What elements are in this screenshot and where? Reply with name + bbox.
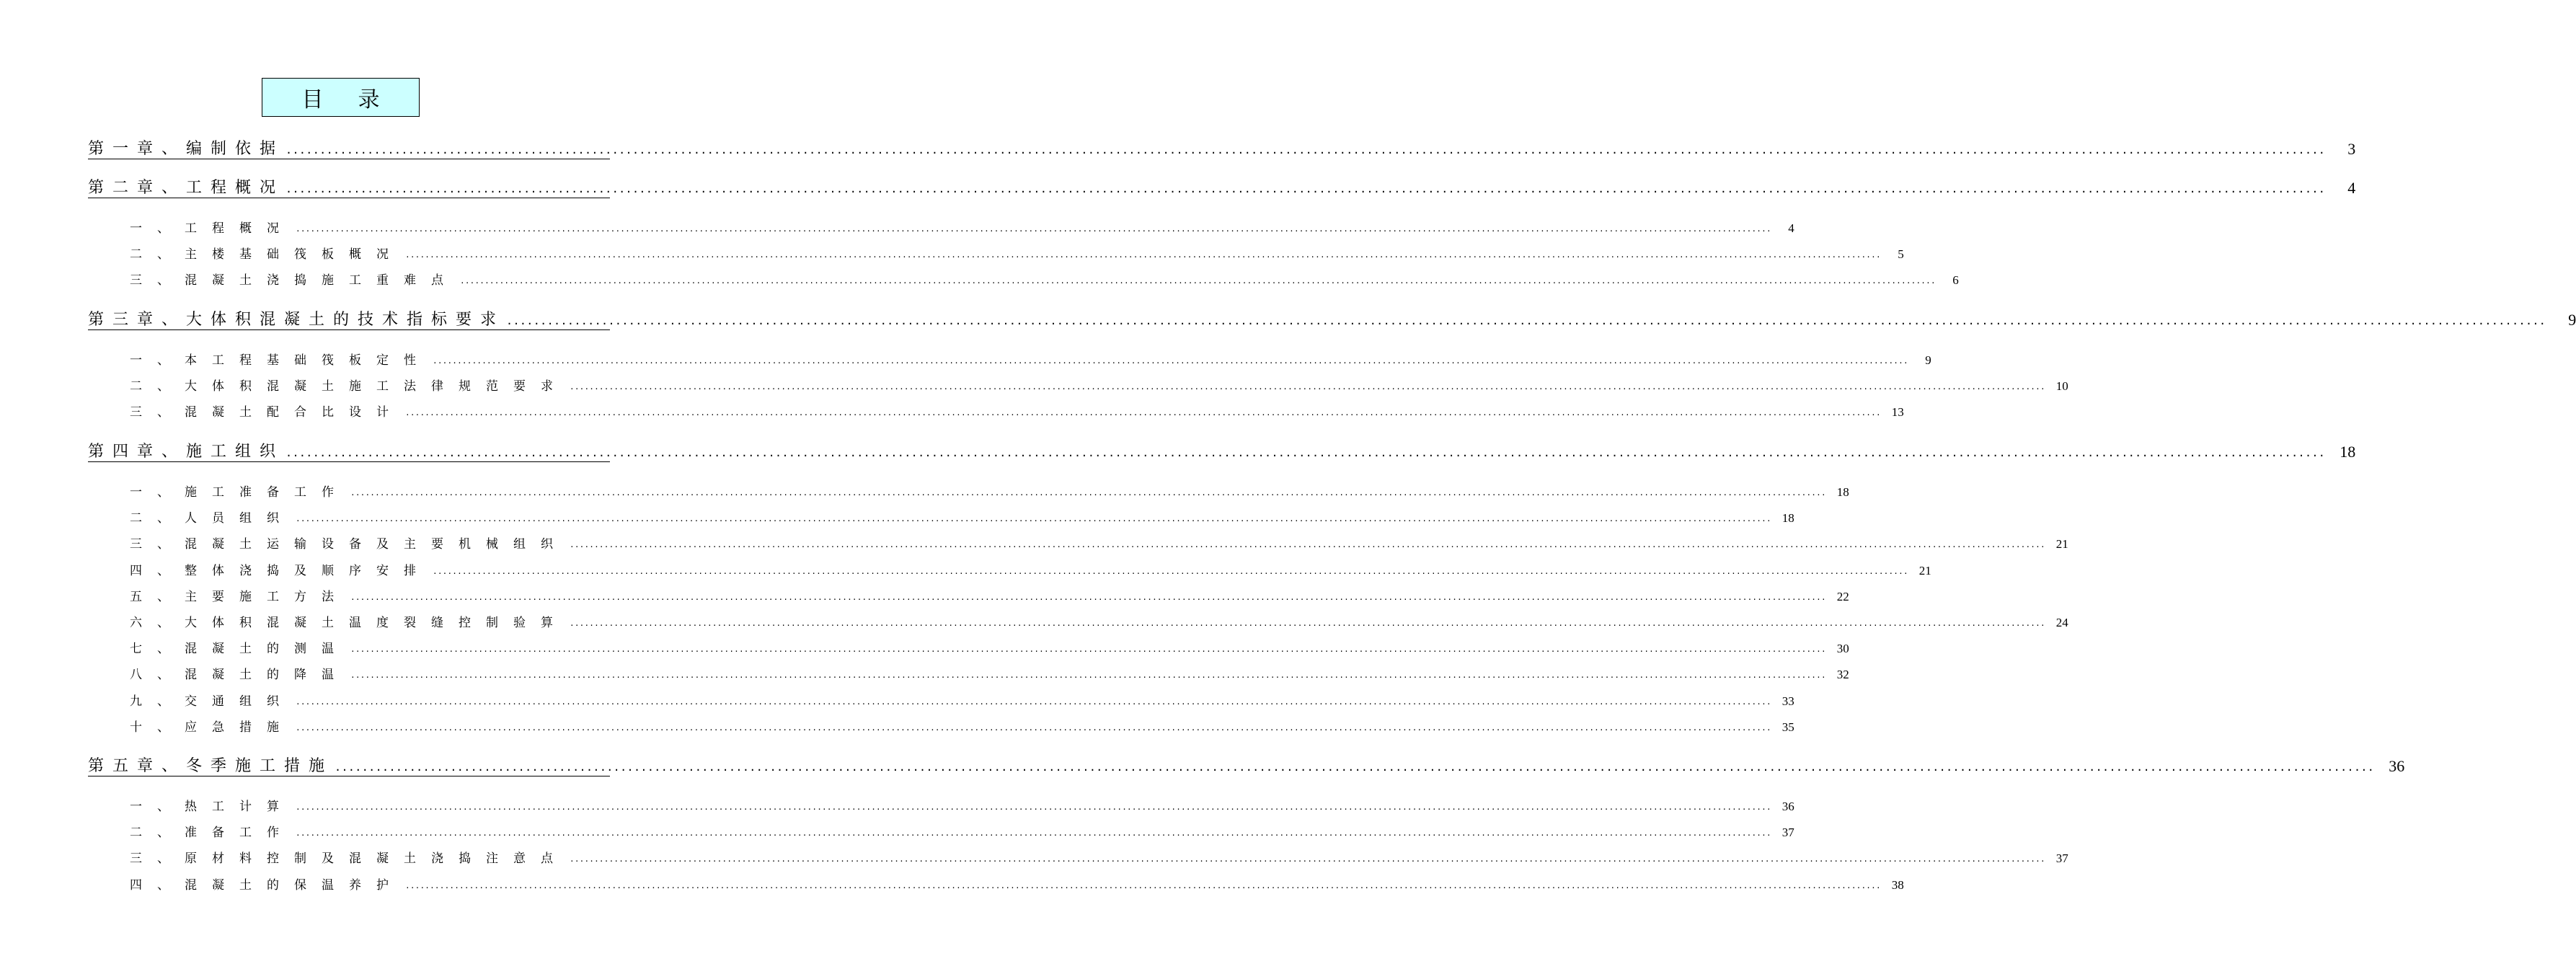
- toc-section-row[interactable]: [130, 797, 1794, 814]
- toc-dot-leader: ............................................................................................................................................................................................................................................................................................................: [405, 408, 1881, 418]
- toc-section-page-number: 10: [2055, 379, 2068, 394]
- toc-section-page-number: 21: [1918, 563, 1931, 578]
- toc-section-row[interactable]: [130, 665, 1849, 683]
- toc-section-label: 六、大体积混凝土温度裂缝控制验算: [130, 616, 568, 630]
- toc-chapter-row[interactable]: [88, 751, 2405, 776]
- toc-chapter-label: 第五章、冬季施工措施: [88, 757, 334, 775]
- toc-section-row[interactable]: [130, 561, 1931, 578]
- toc-section-row[interactable]: [130, 270, 1959, 288]
- toc-section-label: 三、原材料控制及混凝土浇捣注意点: [130, 851, 568, 867]
- toc-section-page-number: 22: [1836, 589, 1849, 603]
- toc-section-label: 三、混凝土运输设备及主要机械组织: [130, 537, 568, 552]
- toc-section-page-number: 33: [1781, 694, 1794, 708]
- toc-section-label: 三、混凝土配合比设计: [130, 405, 404, 420]
- toc-chapter-page-number: 18: [2340, 443, 2356, 461]
- toc-section-label: 二、大体积混凝土施工法律规范要求: [130, 379, 568, 394]
- toc-section-row[interactable]: [130, 376, 2068, 394]
- toc-section-label: 二、人员组织: [130, 511, 294, 526]
- toc-dot-leader: ............................................................................................................................................................................................................................................................................................................: [296, 722, 1771, 733]
- toc-dot-leader: ............................................................................................................................................................................................................................................................................................................: [296, 802, 1771, 812]
- toc-section-label: 五、主要施工方法: [130, 589, 349, 604]
- toc-section-label: 十、应急措施: [130, 720, 294, 735]
- toc-section-label: 三、混凝土浇捣施工重难点: [130, 273, 459, 288]
- toc-dot-leader: ............................................................................................................................................................................................................................................................................................................: [350, 592, 1826, 602]
- toc-chapter-page-number: 9: [2568, 311, 2576, 329]
- toc-dot-leader: ............................................................................................................................................................................................................................................................................................................: [570, 854, 2045, 864]
- toc-section-label: 七、混凝土的测温: [130, 642, 349, 657]
- toc-section-row[interactable]: [130, 244, 1904, 262]
- toc-section-row[interactable]: [130, 849, 2068, 867]
- toc-section-row[interactable]: [130, 823, 1794, 841]
- toc-section-page-number: 18: [1836, 485, 1849, 499]
- toc-chapter-label: 第三章、大体积混凝土的技术指标要求: [88, 311, 505, 329]
- toc-section-page-number: 21: [2055, 537, 2068, 552]
- toc-chapter-row[interactable]: [88, 173, 2356, 198]
- toc-section-row[interactable]: [130, 691, 1794, 709]
- toc-section-row[interactable]: [130, 402, 1904, 420]
- toc-section-row[interactable]: [130, 534, 2068, 552]
- toc-section-page-number: 30: [1836, 642, 1849, 656]
- toc-chapter-page-number: 3: [2347, 140, 2356, 158]
- toc-section-label: 一、热工计算: [130, 800, 294, 814]
- toc-dot-leader: ............................................................................................................................................................................................................................................................................................................: [286, 143, 2326, 156]
- toc-section-label: 九、交通组织: [130, 694, 294, 709]
- toc-chapter-row[interactable]: [88, 437, 2356, 462]
- toc-dot-leader: ............................................................................................................................................................................................................................................................................................................: [570, 540, 2045, 550]
- toc-section-row[interactable]: [130, 350, 1931, 368]
- toc-section-page-number: 9: [1925, 353, 1931, 367]
- toc-section-page-number: 18: [1781, 511, 1794, 526]
- toc-dot-leader: ............................................................................................................................................................................................................................................................................................................: [296, 224, 1771, 234]
- toc-dot-leader: ............................................................................................................................................................................................................................................................................................................: [405, 250, 1881, 260]
- toc-chapter-label: 第二章、工程概况: [88, 179, 285, 197]
- toc-section-row[interactable]: [130, 482, 1849, 500]
- toc-dot-leader: ............................................................................................................................................................................................................................................................................................................: [433, 566, 1908, 576]
- toc-section-label: 一、工程概况: [130, 221, 294, 236]
- toc-title: 目录: [262, 78, 420, 117]
- toc-chapter-page-number: 36: [2389, 757, 2405, 775]
- toc-section-page-number: 5: [1898, 247, 1904, 262]
- toc-section-label: 八、混凝土的降温: [130, 668, 349, 683]
- toc-section-page-number: 24: [2055, 616, 2068, 629]
- toc-section-row[interactable]: [130, 639, 1849, 657]
- toc-section-page-number: 36: [1781, 800, 1794, 813]
- toc-section-row[interactable]: [130, 508, 1794, 526]
- toc-dot-leader: ............................................................................................................................................................................................................................................................................................................: [350, 671, 1826, 681]
- toc-chapter-row[interactable]: [88, 134, 2356, 159]
- toc-dot-leader: ............................................................................................................................................................................................................................................................................................................: [335, 761, 2375, 774]
- toc-dot-leader: ............................................................................................................................................................................................................................................................................................................: [296, 828, 1771, 839]
- toc-dot-leader: ............................................................................................................................................................................................................................................................................................................: [570, 382, 2045, 392]
- toc-section-page-number: 37: [2055, 851, 2068, 866]
- toc-section-row[interactable]: [130, 587, 1849, 604]
- toc-chapter-label: 第一章、编制依据: [88, 140, 285, 158]
- toc-section-row[interactable]: [130, 613, 2068, 630]
- toc-section-label: 二、准备工作: [130, 826, 294, 841]
- toc-section-page-number: 4: [1788, 221, 1794, 235]
- toc-section-label: 四、整体浇捣及顺序安排: [130, 563, 431, 578]
- toc-section-row[interactable]: [130, 875, 1904, 893]
- toc-dot-leader: ............................................................................................................................................................................................................................................................................................................: [350, 645, 1826, 655]
- toc-chapter-label: 第四章、施工组织: [88, 443, 285, 461]
- toc-section-page-number: 6: [1952, 273, 1959, 288]
- toc-chapter-row[interactable]: [88, 305, 2576, 330]
- toc-dot-leader: ............................................................................................................................................................................................................................................................................................................: [296, 514, 1771, 524]
- toc-section-page-number: 32: [1836, 668, 1849, 682]
- toc-dot-leader: ............................................................................................................................................................................................................................................................................................................: [506, 314, 2546, 327]
- toc-dot-leader: ............................................................................................................................................................................................................................................................................................................: [350, 488, 1826, 497]
- toc-section-page-number: 13: [1891, 405, 1904, 420]
- toc-section-label: 四、混凝土的保温养护: [130, 877, 404, 893]
- toc-chapter-page-number: 4: [2347, 179, 2356, 197]
- toc-section-label: 一、本工程基础筏板定性: [130, 353, 431, 368]
- toc-dot-leader: ............................................................................................................................................................................................................................................................................................................: [286, 182, 2326, 195]
- toc-dot-leader: ............................................................................................................................................................................................................................................................................................................: [296, 696, 1771, 707]
- toc-dot-leader: ............................................................................................................................................................................................................................................................................................................: [405, 880, 1881, 890]
- toc-dot-leader: ............................................................................................................................................................................................................................................................................................................: [286, 446, 2326, 459]
- toc-dot-leader: ............................................................................................................................................................................................................................................................................................................: [433, 356, 1908, 366]
- toc-section-label: 一、施工准备工作: [130, 485, 349, 500]
- toc-dot-leader: ............................................................................................................................................................................................................................................................................................................: [570, 619, 2045, 628]
- toc-section-label: 二、主楼基础筏板概况: [130, 247, 404, 262]
- toc-section-row[interactable]: [130, 717, 1794, 735]
- toc-section-page-number: 37: [1781, 826, 1794, 840]
- toc-dot-leader: ............................................................................................................................................................................................................................................................................................................: [460, 276, 1936, 286]
- toc-section-page-number: 38: [1891, 877, 1904, 892]
- toc-section-row[interactable]: [130, 218, 1794, 236]
- toc-section-page-number: 35: [1781, 720, 1794, 734]
